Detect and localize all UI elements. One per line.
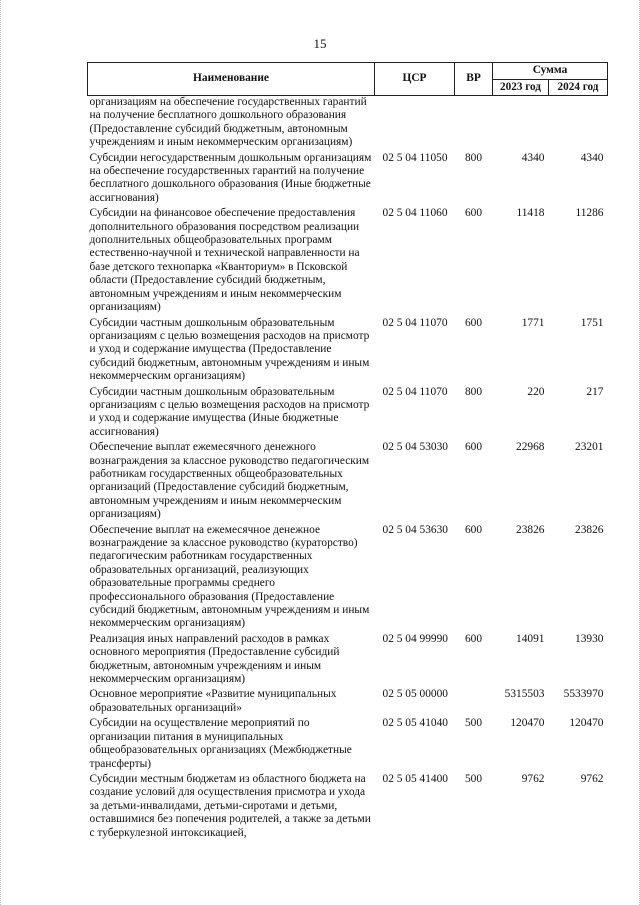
header-csr: ЦСР xyxy=(375,63,455,96)
table-row xyxy=(88,207,608,316)
row-sum-2024: 11286 xyxy=(575,207,604,220)
row-csr: 02 5 04 11070 xyxy=(382,385,448,398)
table-row xyxy=(88,688,608,717)
header-name: Наименование xyxy=(88,63,375,96)
row-name: Субсидии местным бюджетам из областного бюджета на создание условий для осуществления присмотра и ухода за детьми-инвалидами, детьми-сиротами и детьми, оставшимися без попечения родителей, а также за детьми с туберкулезной интоксикацией, xyxy=(89,772,371,839)
row-name: Субсидии частным дошкольным образовательным организациям с целью возмещения расходов на присмотр и уход и содержание имущества (Иные бюджетные ассигнования) xyxy=(89,385,370,438)
row-sum-2023: 23826 xyxy=(516,523,545,536)
row-sum-2023: 1771 xyxy=(521,316,545,329)
row-name: Субсидии частным дошкольным образовательным организациям с целью возмещения расходов на присмотр и уход и содержание имущества (Предоставление субсидий бюджетным, автономным учреждениям и иным некоммерческим организациям) xyxy=(89,316,370,383)
row-vr: 600 xyxy=(464,632,483,645)
row-csr: 02 5 04 11050 xyxy=(382,151,448,164)
row-vr: 500 xyxy=(464,772,483,785)
row-sum-2024: 217 xyxy=(586,385,604,398)
page-edge-left xyxy=(0,0,2,905)
row-sum-2024: 23201 xyxy=(575,441,604,454)
row-csr: 02 5 05 00000 xyxy=(382,688,448,701)
table-row xyxy=(88,524,608,633)
row-csr: 02 5 05 41400 xyxy=(382,772,448,785)
row-sum-2023: 22968 xyxy=(516,441,545,454)
row-vr: 600 xyxy=(464,441,483,454)
row-csr: 02 5 04 11060 xyxy=(382,207,448,220)
table-row xyxy=(88,386,608,442)
table-row xyxy=(88,441,608,523)
row-name: Обеспечение выплат ежемесячного денежного вознаграждения за классное руководство педагогическим работникам государственных общеобразовательных организаций (Предоставление субсидий бюджетным, автономным учреждениям и иным некоммерческим организациям) xyxy=(89,441,370,521)
budget-table xyxy=(87,62,608,842)
row-csr: 02 5 05 41040 xyxy=(382,717,448,730)
table-row xyxy=(88,317,608,386)
header-year-2023: 2023 год xyxy=(493,80,549,96)
header-vr: ВР xyxy=(455,63,493,96)
row-sum-2023: 120470 xyxy=(510,717,545,730)
row-vr xyxy=(455,688,493,717)
row-sum-2024: 9762 xyxy=(580,772,604,785)
row-csr: 02 5 04 53630 xyxy=(382,523,448,536)
row-vr: 600 xyxy=(464,207,483,220)
row-sum-2024: 13930 xyxy=(575,632,604,645)
row-name: Субсидии негосударственным дошкольным организациям на обеспечение государственных гарантий на получение бесплатного дошкольного образования (Иные бюджетные ассигнования) xyxy=(89,151,372,204)
row-sum-2024: 23826 xyxy=(575,523,604,536)
row-sum-2023: 5315503 xyxy=(504,688,545,701)
table-header xyxy=(88,63,608,96)
row-sum-2023: 4340 xyxy=(521,151,545,164)
table-row xyxy=(88,773,608,842)
row-sum-2024: 1751 xyxy=(580,316,604,329)
row-sum-2024: 4340 xyxy=(580,151,604,164)
row-sum-2023: 220 xyxy=(527,385,545,398)
table-row-continuation xyxy=(88,96,608,152)
row-name: Субсидии на финансовое обеспечение предоставления дополнительного образования посредством реализации дополнительных общеобразовательных программ естественно-научной и технической направленности на базе детского технопарка «Кванториум» в Псковской области (Предоставление субсидий бюджетным, автономным учреждениям и иным некоммерческим организациям) xyxy=(89,207,360,314)
page-number: 15 xyxy=(313,36,327,51)
row-sum-2023: 9762 xyxy=(521,772,545,785)
row-vr: 600 xyxy=(464,316,483,329)
row-sum-2023: 11418 xyxy=(516,207,545,220)
row-name: Основное мероприятие «Развитие муниципальных образовательных организаций» xyxy=(89,688,337,714)
table-row xyxy=(88,152,608,208)
header-sum: Сумма xyxy=(493,63,608,80)
header-year-2024: 2024 год xyxy=(549,80,608,96)
row-name: Реализация иных направлений расходов в рамках основного мероприятия (Предоставление субсидий бюджетным, автономным учреждениям и иным некоммерческим организациям) xyxy=(89,632,340,686)
table-row xyxy=(88,633,608,689)
row-vr: 800 xyxy=(464,385,483,398)
row-name: Субсидии на осуществление мероприятий по организации питания в муниципальных общеобразовательных организациях (Межбюджетные трансферты) xyxy=(89,717,352,770)
row-name: Обеспечение выплат на ежемесячное денежное вознаграждение за классное руководство (кураторство) педагогическим работникам государственных образовательных организаций, реализующих образовательные программы среднего профессионального образования (Предоставление субсидий бюджетным, автономным учреждениям и иным некоммерческим организациям) xyxy=(89,523,370,630)
row-csr: 02 5 04 53030 xyxy=(382,441,448,454)
row-sum-2024: 5533970 xyxy=(563,688,604,701)
row-sum-2024: 120470 xyxy=(569,717,604,730)
row-vr: 500 xyxy=(464,717,483,730)
row-vr: 600 xyxy=(464,523,483,536)
table-body xyxy=(88,96,608,842)
table-row xyxy=(88,717,608,773)
row-csr: 02 5 04 99990 xyxy=(382,632,448,645)
row-vr: 800 xyxy=(464,151,483,164)
row-sum-2023: 14091 xyxy=(516,632,545,645)
row-name: организациям на обеспечение государственных гарантий на получение бесплатного дошкольного образования (Предоставление субсидий бюджетным, автономным учреждениям и иным некоммерческим организациям) xyxy=(89,96,367,149)
row-csr: 02 5 04 11070 xyxy=(382,316,448,329)
